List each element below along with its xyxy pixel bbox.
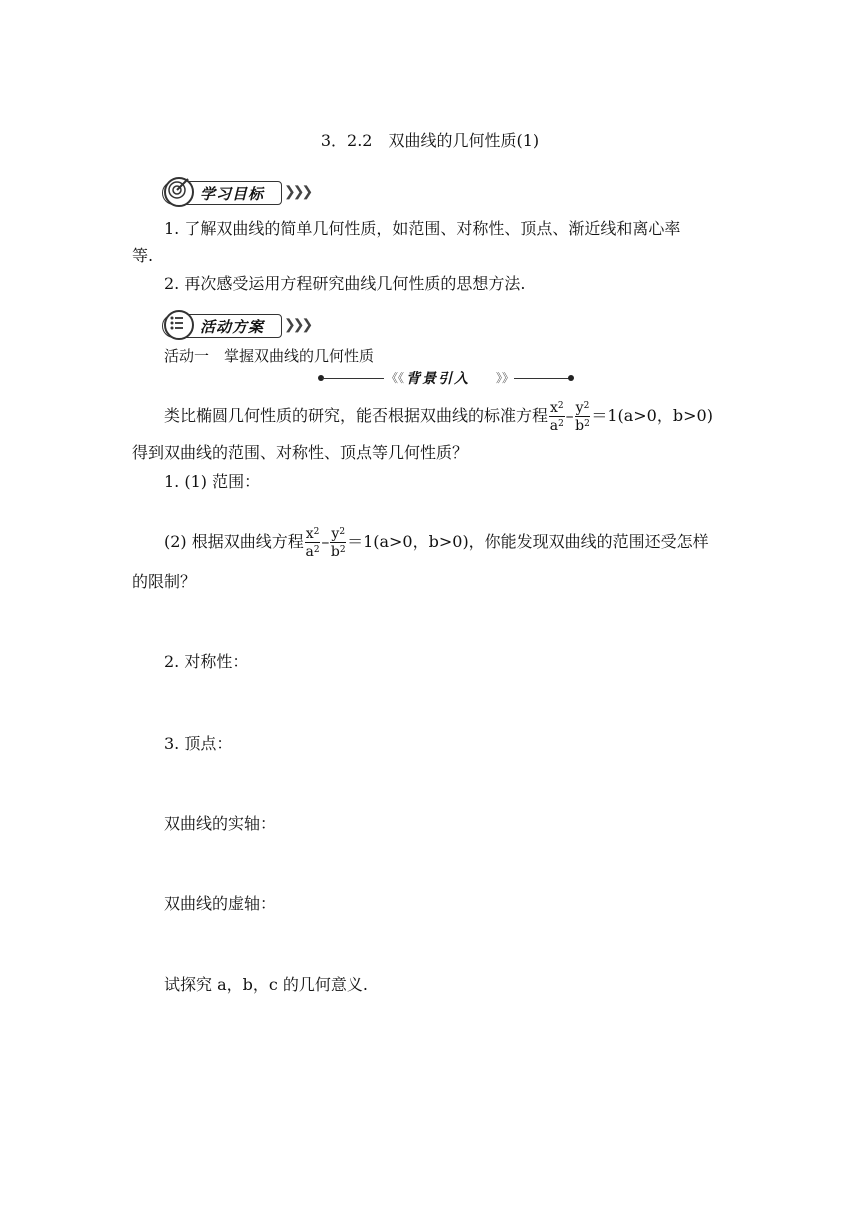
list-icon — [164, 310, 194, 340]
chevrons-icon: ❯❯❯ — [284, 317, 311, 333]
activity-1-heading: 活动一 掌握双曲线的几何性质 — [164, 347, 375, 365]
real-axis-prompt: 双曲线的实轴： — [164, 814, 277, 833]
intro-equation-tail: ＝1(a>0，b>0) — [591, 406, 713, 425]
goal-1-line-2: 等. — [132, 246, 154, 265]
question-3-vertex: 3. 顶点： — [164, 734, 233, 753]
explore-abc-prompt: 试探究 a，b，c 的几何意义. — [164, 975, 369, 994]
fraction-y2-b2: $\frac{y^2}{b^2}$ — [330, 526, 346, 560]
goal-1-line-1: 1. 了解双曲线的简单几何性质，如范围、对称性、顶点、渐近线和离心率 — [164, 219, 681, 238]
question-1-range: 1. (1) 范围： — [164, 472, 261, 491]
plan-banner — [162, 314, 322, 338]
goals-banner-label: 学习目标 — [200, 185, 265, 203]
page-title: 3．2.2 双曲线的几何性质(1) — [320, 131, 540, 150]
intro-line-2: 得到双曲线的范围、对称性、顶点等几何性质？ — [132, 443, 469, 462]
plan-banner-label: 活动方案 — [200, 318, 265, 336]
imaginary-axis-prompt: 双曲线的虚轴： — [164, 894, 277, 913]
chevrons-icon: ❯❯❯ — [284, 184, 311, 200]
intro-text: 类比椭圆几何性质的研究，能否根据双曲线的标准方程 — [164, 406, 549, 425]
goals-banner — [162, 181, 322, 205]
intro-line-1: 类比椭圆几何性质的研究，能否根据双曲线的标准方程 $\frac{x^2}{a^2}$ – $\frac{y^2}{b^2}$ ＝1(a>0，b>0) — [164, 400, 713, 434]
question-equation-tail: ＝1(a>0，b>0)，你能发现双曲线的范围还受怎样 — [347, 532, 709, 551]
background-intro-divider: 《《 背景引入 》》 — [318, 368, 574, 388]
question-text: (2) 根据双曲线方程 — [164, 532, 304, 551]
goal-2: 2. 再次感受运用方程研究曲线几何性质的思想方法. — [164, 274, 526, 293]
target-icon — [164, 177, 194, 207]
fraction-x2-a2: $\frac{x^2}{a^2}$ — [305, 526, 320, 560]
question-1-2-line-1: (2) 根据双曲线方程 $\frac{x^2}{a^2}$ – $\frac{y^2}{b^2}$ ＝1(a>0，b>0)，你能发现双曲线的范围还受怎样 — [164, 526, 709, 560]
background-intro-label: 背景引入 — [406, 371, 470, 387]
fraction-y2-b2: $\frac{y^2}{b^2}$ — [575, 400, 590, 434]
fraction-x2-a2: $\frac{x^2}{a^2}$ — [549, 400, 564, 434]
question-2-symmetry: 2. 对称性： — [164, 652, 249, 671]
question-1-2-line-2: 的限制？ — [132, 572, 197, 591]
